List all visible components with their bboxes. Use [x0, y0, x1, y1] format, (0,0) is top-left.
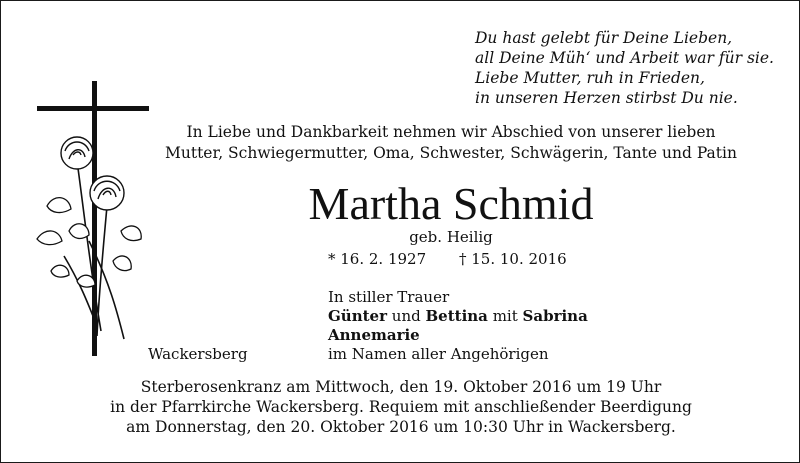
intro-line: In Liebe und Dankbarkeit nehmen wir Abschied von unserer lieben — [186, 123, 716, 141]
mourner-name: Günter — [328, 307, 387, 325]
poem-line: Liebe Mutter, ruh in Frieden, — [475, 69, 705, 87]
poem-line: all Deine Müh‘ und Arbeit war für sie. — [475, 49, 774, 67]
mourner-name: Annemarie — [328, 326, 420, 344]
closing-line: im Namen aller Angehörigen — [328, 345, 549, 363]
place-name: Wackersberg — [148, 345, 248, 363]
conjunction: mit — [492, 307, 518, 325]
rose-lower — [90, 176, 124, 210]
poem-line: in unseren Herzen stirbst Du nie. — [475, 89, 738, 107]
mourners-block — [328, 288, 588, 364]
mourner-names — [328, 307, 588, 326]
service-line: in der Pfarrkirche Wackersberg. Requiem mit anschließender Beerdigung — [110, 398, 692, 416]
service-details — [101, 377, 701, 437]
mourner-name: Sabrina — [522, 307, 588, 325]
maiden-name: geb. Heilig — [409, 228, 493, 246]
farewell-intro — [151, 122, 751, 164]
intro-line: Mutter, Schwiegermutter, Oma, Schwester, Schwägerin, Tante und Patin — [165, 144, 737, 162]
deceased-name: Martha Schmid — [308, 178, 594, 229]
birth-date: * 16. 2. 1927 — [328, 250, 427, 268]
rose-upper — [61, 137, 93, 169]
poem — [475, 28, 795, 108]
death-date: † 15. 10. 2016 — [459, 250, 567, 268]
mourning-line: In stiller Trauer — [328, 288, 450, 306]
service-line: Sterberosenkranz am Mittwoch, den 19. Oktober 2016 um 19 Uhr — [140, 378, 662, 396]
conjunction: und — [391, 307, 421, 325]
service-line: am Donnerstag, den 20. Oktober 2016 um 10:30 Uhr in Wackersberg. — [126, 418, 676, 436]
poem-line: Du hast gelebt für Deine Lieben, — [475, 29, 733, 47]
cross-with-roses-icon — [29, 81, 149, 371]
mourner-name: Bettina — [425, 307, 488, 325]
cross-horizontal — [37, 106, 149, 111]
